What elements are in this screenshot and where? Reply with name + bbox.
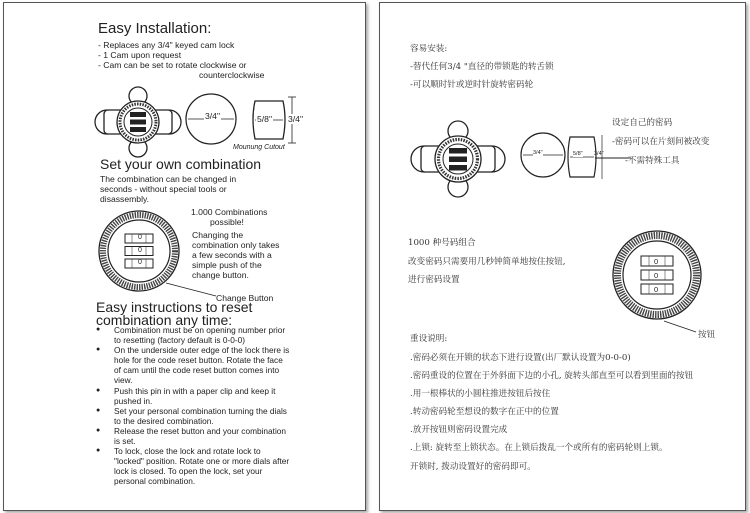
combos-title-cn: 1000 种号码组合 — [408, 238, 476, 248]
dimension-label: 5/8" — [257, 114, 272, 124]
change-button-label: Change Button — [216, 293, 274, 303]
installation-line: counterclockwise — [199, 70, 265, 80]
cam-lock-front-view-cn — [408, 121, 508, 197]
instructions-list — [96, 325, 291, 487]
installation-line: - Cam can be set to rotate clockwise or — [98, 60, 247, 70]
dimension-label-cn: 3/4" — [533, 150, 543, 156]
reset-title-cn: 重设说明: — [410, 334, 448, 344]
cam-lock-front-view — [92, 87, 184, 157]
instruction-item: ● Release the reset button and your combination is set. — [96, 426, 291, 446]
button-label-cn: 按钮 — [698, 330, 716, 340]
change-button-pointer — [164, 281, 224, 301]
combination-title: Set your own combination — [100, 156, 262, 172]
lock-digit: 0 — [138, 259, 142, 266]
combination-count: possible! — [210, 217, 244, 227]
installation-line: - Replaces any 3/4" keyed cam lock — [98, 40, 235, 50]
change-note-line: combination only takes — [192, 240, 280, 250]
dimension-label: 3/4" — [205, 111, 220, 121]
change-note-line: a few seconds with a — [192, 250, 272, 260]
combos-line-cn: 改变密码只需要用几秒钟简单地按住按钮, — [408, 257, 566, 267]
combination-line: disassembly. — [100, 194, 150, 204]
installation-title: Easy Installation: — [98, 20, 212, 37]
reset-step-cn: .放开按钮则密码设置完成 — [410, 425, 508, 436]
installation-line: - 1 Cam upon request — [98, 50, 182, 60]
instructions-title: combination any time: — [96, 312, 233, 328]
installation-line-cn: -替代任何3/4 "直径的带锁匙的转舌锁 — [410, 62, 554, 72]
reset-steps-cn — [410, 351, 693, 478]
button-pointer — [662, 319, 702, 335]
own-code-line-cn: -密码可以在片刻间被改变 — [612, 137, 710, 147]
dimension-label-cn: 5/8" — [573, 151, 583, 157]
lock-digit: 0 — [654, 271, 659, 280]
instruction-item: ● Set your personal combination turning the dials to the desired combination. — [96, 406, 291, 426]
instruction-item: ● To lock, close the lock and rotate lock to "locked" position. Rotate one or more dials after lock is closed. To open the lock, set your personal combination. — [96, 446, 291, 486]
combos-line-cn: 进行密码设置 — [408, 275, 460, 285]
change-note-line: simple push of the — [192, 260, 262, 270]
reset-step-cn: .转动密码轮至想设的数字在正中的位置 — [410, 407, 559, 418]
combination-line: seconds - without special tools or — [100, 184, 227, 194]
installation-line-cn: -可以顺时针或逆时针旋转密码轮 — [410, 80, 534, 90]
instructions-title: Easy instructions to reset — [96, 299, 253, 315]
change-note-line: Changing the — [192, 230, 244, 240]
lock-digit: 0 — [654, 285, 659, 294]
change-note-line: change button. — [192, 270, 249, 280]
instruction-item: ● On the underside outer edge of the lock there is hole for the code reset button. Rotate the face of cam until the code reset button comes into view. — [96, 345, 291, 385]
reset-step-cn: .用一根棒状的小圆柱推进按钮后按住 — [410, 389, 551, 400]
reset-step-cn: .上锁: 旋转至上锁状态。在上锁后拨乱一个或所有的密码轮则上锁。 — [410, 443, 668, 454]
combination-line: The combination can be changed in — [100, 174, 237, 184]
reset-step-cn: .密码重设的位置在于外斜面下边的小孔, 旋转头部直至可以看到里面的按钮 — [410, 371, 694, 382]
installation-title-cn: 容易安装: — [410, 44, 448, 54]
lock-digit: 0 — [654, 257, 659, 266]
mounting-caption: Mounung Cutout — [233, 144, 285, 151]
instruction-item: ● Push this pin in with a paper clip and keep it pushed in. — [96, 386, 291, 406]
round-cutout-diagram-cn — [519, 131, 569, 181]
combination-count: 1.000 Combinations — [191, 207, 268, 217]
reset-step-cn: .密码必须在开锁的状态下进行设置(出厂默认设置为0-0-0) — [410, 353, 631, 363]
lock-digit: 0 — [138, 246, 142, 254]
own-code-title-cn: 设定自己的密码 — [612, 118, 673, 128]
reset-step-cn: 开锁时, 拨动设置好的密码即可。 — [410, 461, 536, 472]
dimension-label: 3/4" — [288, 114, 303, 124]
lock-digit: 0 — [138, 234, 142, 241]
dimension-label-cn: 3/4" — [594, 151, 604, 157]
english-instruction-page — [3, 2, 366, 511]
own-code-line-cn: -不需特殊工具 — [625, 156, 680, 166]
chinese-instruction-page — [379, 2, 746, 511]
instruction-item: ● Combination must be on opening number prior to resetting (factory default is 0-0-0) — [96, 325, 291, 345]
